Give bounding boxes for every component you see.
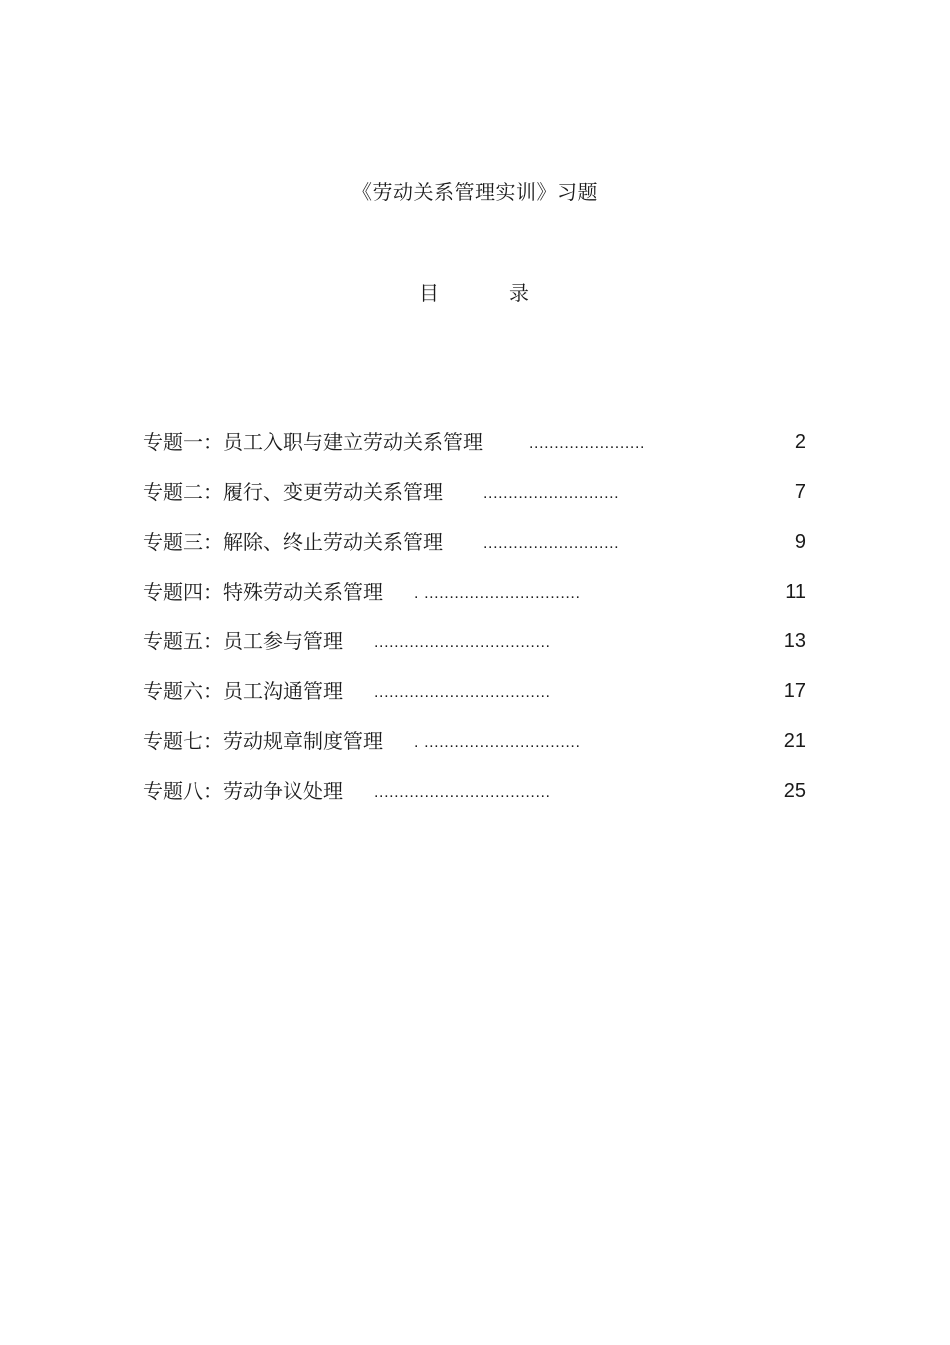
toc-entry-leader: . ...............................: [414, 734, 581, 751]
toc-entry-label: 专题七：劳动规章制度管理: [143, 729, 383, 753]
toc-entry-4[interactable]: [0, 578, 950, 606]
toc-entry-label: 专题四：特殊劳动关系管理: [143, 580, 383, 604]
toc-entry-3[interactable]: [0, 528, 950, 556]
toc-entry-label: 专题三：解除、终止劳动关系管理: [143, 530, 443, 554]
toc-entry-page: 11: [785, 581, 806, 603]
toc-entry-page: 21: [783, 730, 806, 752]
toc-entry-1[interactable]: [0, 428, 950, 456]
toc-entry-page: 2: [794, 431, 806, 453]
toc-entry-2[interactable]: [0, 478, 950, 506]
toc-heading-char-2: 录: [509, 281, 529, 305]
toc-entry-leader: ...........................: [483, 485, 620, 502]
toc-entry-page: 9: [794, 531, 806, 553]
toc-entry-label: 专题六：员工沟通管理: [143, 679, 343, 703]
toc-entry-label: 专题二：履行、变更劳动关系管理: [143, 480, 443, 504]
toc-entry-leader: ...........................: [483, 535, 620, 552]
toc-heading: [0, 279, 950, 307]
toc-entry-8[interactable]: [0, 777, 950, 805]
toc-heading-char-1: 目: [419, 281, 439, 305]
toc-entry-label: 专题五：员工参与管理: [143, 629, 343, 653]
toc-entry-page: 7: [794, 481, 806, 503]
toc-entry-label: 专题一：员工入职与建立劳动关系管理: [143, 430, 483, 454]
toc-entry-6[interactable]: [0, 677, 950, 705]
toc-entry-leader: . ...............................: [414, 585, 581, 602]
toc-entry-page: 17: [783, 680, 806, 702]
toc-entry-leader: ...................................: [374, 784, 551, 801]
toc-entry-page: 13: [783, 630, 806, 652]
toc-entry-page: 25: [783, 780, 806, 802]
toc-entry-leader: ...................................: [374, 684, 551, 701]
toc-entry-7[interactable]: [0, 727, 950, 755]
toc-entry-leader: .......................: [529, 435, 646, 452]
toc-entry-5[interactable]: [0, 627, 950, 655]
toc-entry-leader: ...................................: [374, 634, 551, 651]
document-title: 《劳动关系管理实训》习题: [352, 180, 598, 204]
toc-entry-label: 专题八：劳动争议处理: [143, 779, 343, 803]
